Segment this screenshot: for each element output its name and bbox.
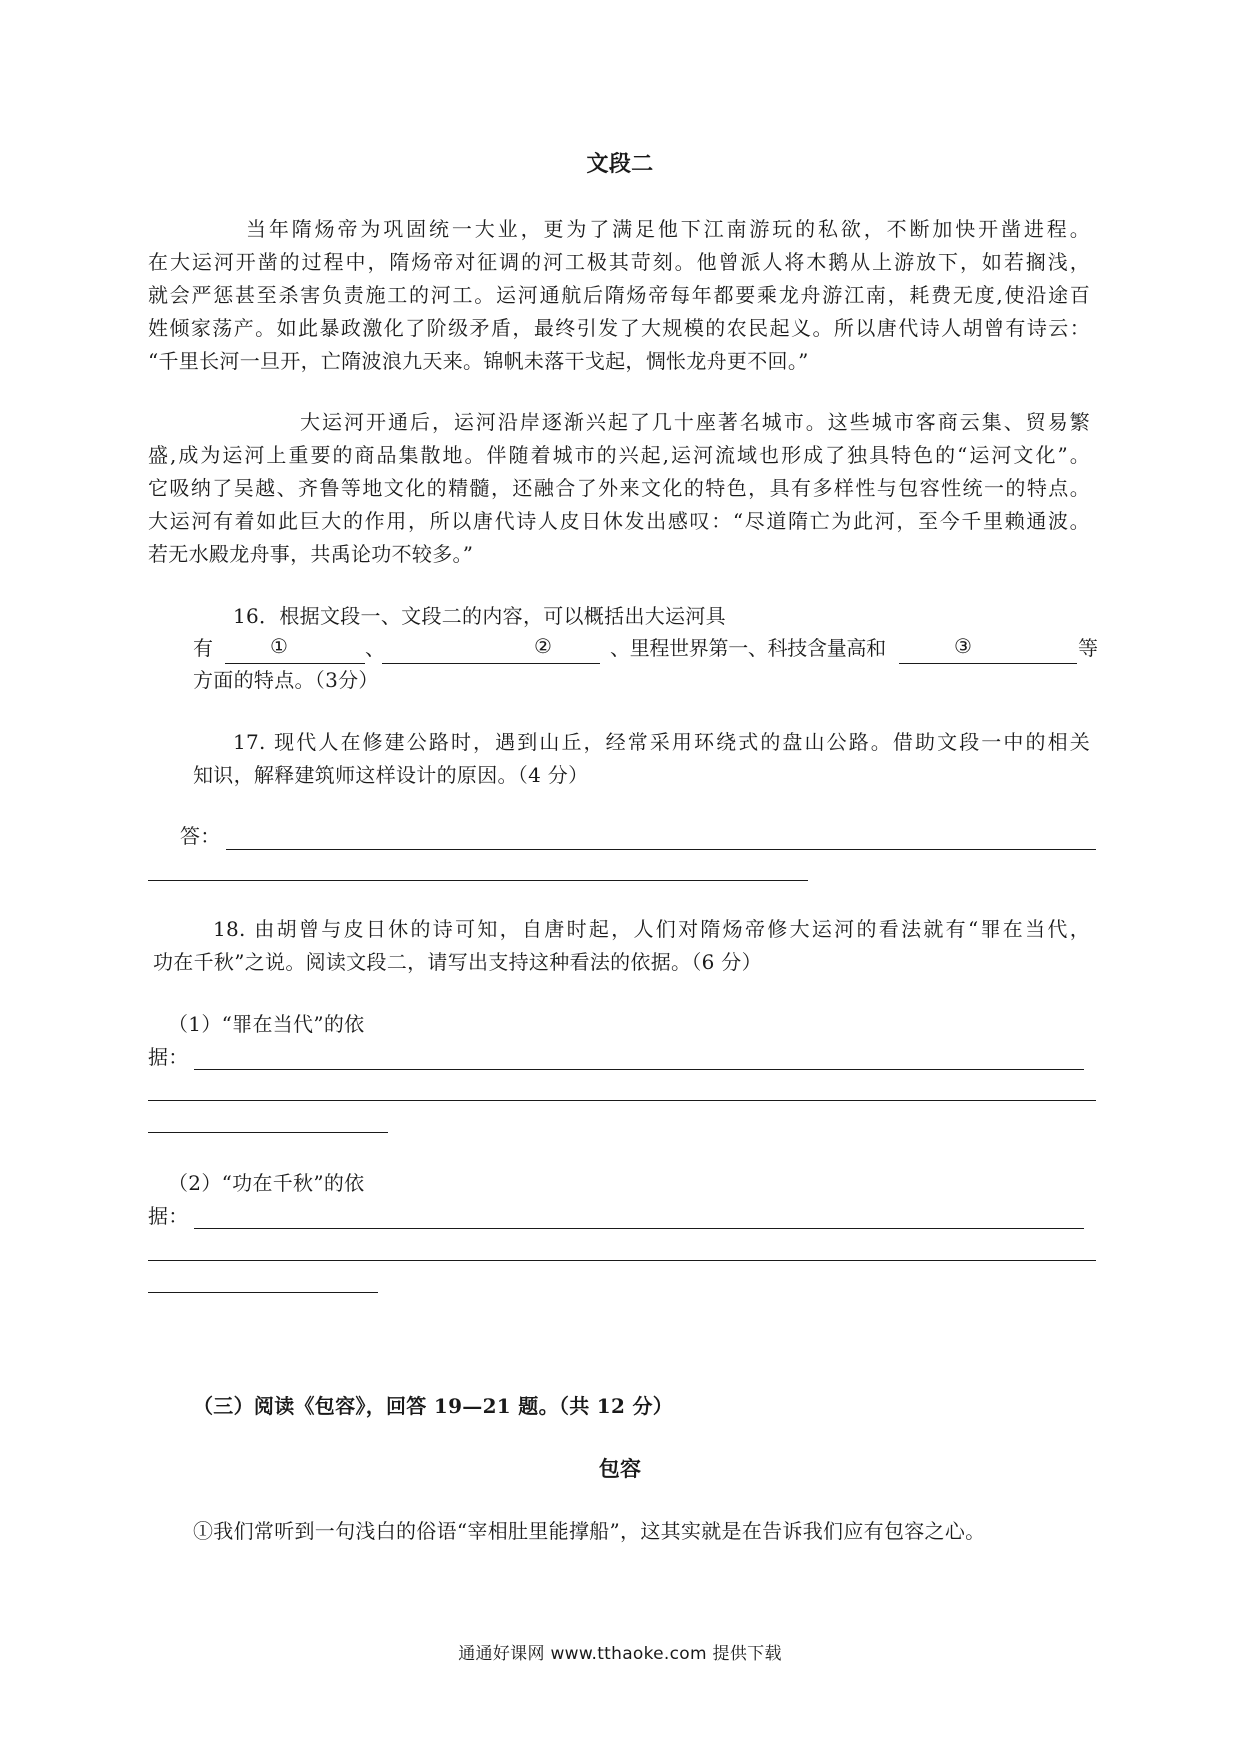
question-text: 18. 由胡曾与皮日休的诗可知，自唐时起，人们对隋炀帝修大运河的看法就有“罪在当代， [213,917,1090,941]
section-title: 文段二 [586,151,654,177]
answer-blank-3[interactable] [899,663,1077,664]
question-text: 16．根据文段一、文段二的内容，可以概括出大运河具 [233,604,726,628]
question-text: 等 [1078,636,1099,660]
section-heading: （三）阅读《包容》，回答 19—21 题。（共 12 分） [193,1394,674,1418]
page-footer: 通通好课网 www.tthaoke.com 提供下载 [458,1644,782,1664]
question-text: 方面的特点。（3分） [193,668,379,692]
subquestion-text: （2）“功在千秋”的依 [168,1171,365,1195]
paragraph-line: 大运河开通后，运河沿岸逐渐兴起了几十座著名城市。这些城市客商云集、贸易繁 [300,410,1090,434]
blank-marker: ② [534,634,552,658]
separator: 、 [365,636,386,660]
paragraph-line: 盛,成为运河上重要的商品集散地。伴随着城市的兴起,运河流域也形成了独具特色的“运河文化”。 [148,443,1090,467]
answer-line[interactable] [226,849,1096,850]
subquestion-label: 据： [148,1204,189,1228]
question-text: 17. 现代人在修建公路时，遇到山丘，经常采用环绕式的盘山公路。借助文段一中的相关 [233,730,1090,754]
question-text: 、里程世界第一、科技含量高和 [610,636,886,660]
subquestion-label: 据： [148,1045,189,1069]
paragraph-line: 若无水殿龙舟事，共禹论功不较多。” [148,542,474,566]
article-paragraph: ①我们常听到一句浅白的俗语“宰相肚里能撑船”，这其实就是在告诉我们应有包容之心。 [193,1519,986,1543]
answer-label: 答： [180,824,221,848]
answer-line[interactable] [148,880,808,881]
answer-line[interactable] [148,1260,1096,1261]
paragraph-line: 当年隋炀帝为巩固统一大业，更为了满足他下江南游玩的私欲，不断加快开凿进程。 [246,217,1090,241]
answer-line[interactable] [148,1292,378,1293]
answer-line[interactable] [148,1132,388,1133]
question-text: 功在千秋”之说。阅读文段二，请写出支持这种看法的依据。（6 分） [153,950,762,974]
subquestion-text: （1）“罪在当代”的依 [168,1012,365,1036]
question-text: 有 [193,636,214,660]
paragraph-line: 大运河有着如此巨大的作用，所以唐代诗人皮日休发出感叹：“尽道隋亡为此河，至今千里赖通波。 [148,509,1090,533]
question-text: 知识，解释建筑师这样设计的原因。（4 分） [193,763,589,787]
paragraph-line: 就会严惩甚至杀害负责施工的河工。运河通航后隋炀帝每年都要乘龙舟游江南，耗费无度,使沿途百 [148,283,1090,307]
blank-marker: ③ [954,634,972,658]
paragraph-line: 它吸纳了吴越、齐鲁等地文化的精髓，还融合了外来文化的特色，具有多样性与包容性统一的特点。 [148,476,1090,500]
answer-line[interactable] [148,1100,1096,1101]
article-title: 包容 [598,1456,642,1481]
blank-marker: ① [270,634,288,658]
answer-line[interactable] [194,1069,1084,1070]
paragraph-line: 姓倾家荡产。如此暴政激化了阶级矛盾，最终引发了大规模的农民起义。所以唐代诗人胡曾有诗云： [148,316,1090,340]
paragraph-line: 在大运河开凿的过程中，隋炀帝对征调的河工极其苛刻。他曾派人将木鹅从上游放下，如若搁浅， [148,250,1090,274]
paragraph-line: “千里长河一旦开，亡隋波浪九天来。锦帆未落干戈起，惆怅龙舟更不回。” [148,349,809,373]
answer-blank-2[interactable] [382,663,600,664]
answer-line[interactable] [194,1228,1084,1229]
